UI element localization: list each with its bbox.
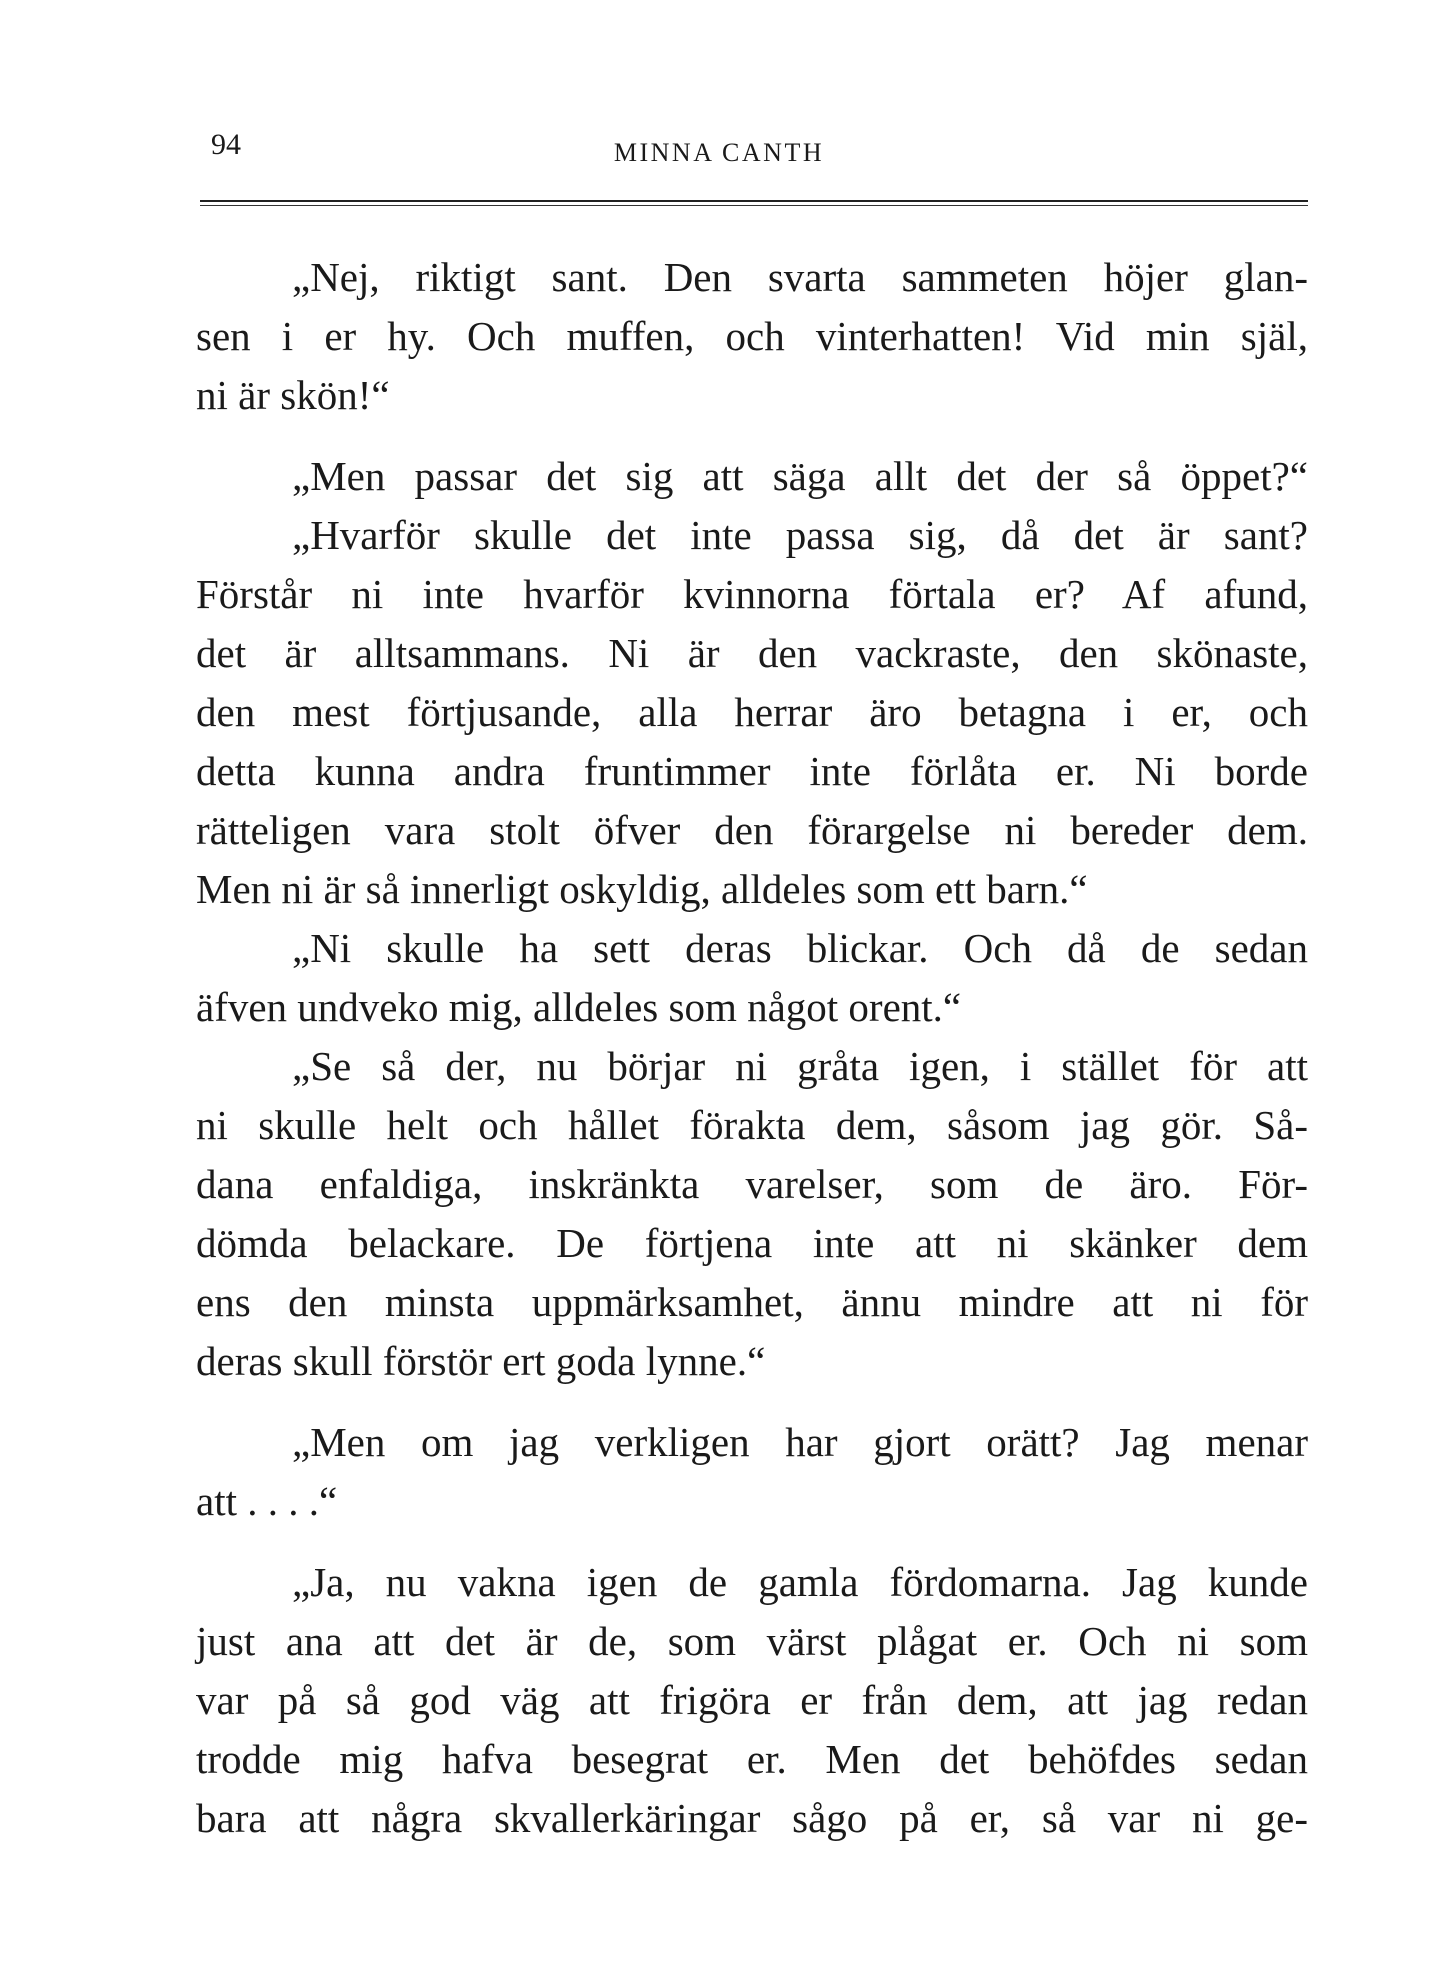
text-line: „Se så der, nu börjar ni gråta igen, i stället för att — [292, 1043, 1308, 1089]
header-rule — [200, 200, 1308, 206]
text-line: ens den minsta uppmärksamhet, ännu mindre att ni för — [196, 1279, 1308, 1325]
text-line: detta kunna andra fruntimmer inte förlåta er. Ni borde — [196, 748, 1308, 794]
text-line: dana enfaldiga, inskränkta varelser, som de äro. För- — [196, 1161, 1308, 1207]
text-line: dömda belackare. De förtjena inte att ni skänker dem — [196, 1220, 1308, 1266]
text-line: „Men passar det sig att säga allt det der så öppet?“ — [292, 453, 1308, 499]
body-text — [196, 248, 1308, 1848]
text-line: äfven undveko mig, alldeles som något orent.“ — [196, 984, 962, 1030]
text-line: ni är skön!“ — [196, 372, 390, 418]
text-line: „Ja, nu vakna igen de gamla fördomarna. Jag kunde — [292, 1559, 1308, 1605]
text-line: „Nej, riktigt sant. Den svarta sammeten höjer glan- — [292, 254, 1308, 300]
text-line: just ana att det är de, som värst plågat er. Och ni som — [196, 1618, 1308, 1664]
text-line: var på så god väg att frigöra er från dem, att jag redan — [196, 1677, 1308, 1723]
text-line: „Hvarför skulle det inte passa sig, då det är sant? — [292, 512, 1308, 558]
text-line: rätteligen vara stolt öfver den förargelse ni bereder dem. — [196, 807, 1308, 853]
text-line: „Ni skulle ha sett deras blickar. Och då de sedan — [292, 925, 1308, 971]
text-line: deras skull förstör ert goda lynne.“ — [196, 1338, 766, 1384]
page-number: 94 — [211, 128, 241, 161]
text-line: sen i er hy. Och muffen, och vinterhatten! Vid min själ, — [196, 313, 1308, 359]
text-line: ni skulle helt och hållet förakta dem, såsom jag gör. Så- — [196, 1102, 1308, 1148]
text-line: bara att några skvallerkäringar sågo på er, så var ni ge- — [196, 1795, 1308, 1841]
text-line: den mest förtjusande, alla herrar äro betagna i er, och — [196, 689, 1308, 735]
text-line: att . . . .“ — [196, 1478, 338, 1524]
text-line: trodde mig hafva besegrat er. Men det behöfdes sedan — [196, 1736, 1308, 1782]
text-line: „Men om jag verkligen har gjort orätt? Jag menar — [292, 1419, 1308, 1465]
text-line: Men ni är så innerligt oskyldig, alldeles som ett barn.“ — [196, 866, 1088, 912]
text-line: Förstår ni inte hvarför kvinnorna förtala er? Af afund, — [196, 571, 1308, 617]
text-line: det är alltsammans. Ni är den vackraste, den skönaste, — [196, 630, 1308, 676]
running-title: MINNA CANTH — [613, 138, 825, 167]
